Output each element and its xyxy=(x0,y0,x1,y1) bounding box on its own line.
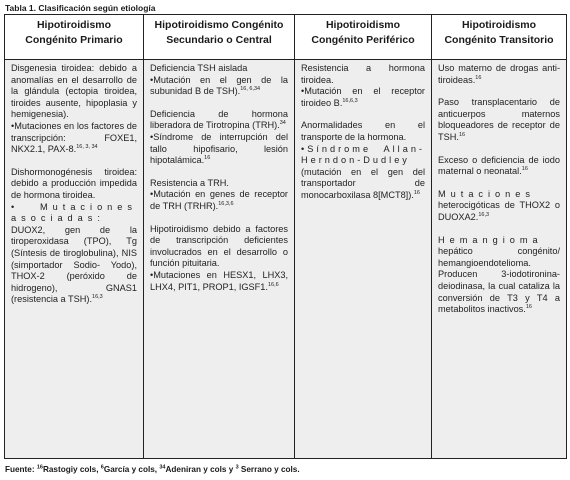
header-secondary-central: Hipotiroidismo Congénito Secundario o Central xyxy=(144,15,295,60)
header-primary: Hipotiroidismo Congénito Primario xyxy=(5,15,144,60)
entry-hormone-resistance: Resistencia a hormona tiroidea. xyxy=(301,63,425,85)
header-transitory: Hipotiroidismo Congénito Transitorio xyxy=(432,15,567,60)
cell-peripheral xyxy=(295,60,432,459)
entry-trh-deficiency: Deficiencia de hormona liberadora de Tirotropina (TRH).$^{34}$ xyxy=(150,108,288,131)
entry-transport-abnormalities: Anormalidades en el transporte de la hormona. xyxy=(301,120,425,142)
entry-pituitary-stalk: •Síndrome de interrupción del tallo hipofisario, lesión hipotalámica.$^{16}$ xyxy=(150,131,288,166)
header-row xyxy=(5,15,567,60)
header-peripheral: Hipotiroidismo Congénito Periférico xyxy=(295,15,432,60)
entry-transcription-factors: Hipotiroidismo debido a factores de transcripción deficientes involucrados en el desarrollo o función pituitaria. xyxy=(150,223,288,269)
cell-transitory xyxy=(432,60,567,459)
entry-transcription-mutations: •Mutaciones en los factores de transcripción: FOXE1, NKX2.1, PAX-8.$^{16, 3, 34}$ xyxy=(11,120,137,155)
entry-heterozygous-mutations: Mutaciones heterocigóticas de THOX2 o DUOXA2.$^{16,3}$ xyxy=(438,188,560,222)
entry-transplacental-antibodies: Paso transplacentario de anticuerpos maternos bloqueadores de receptor de TSH.$^{16}$ xyxy=(438,97,560,142)
entry-tsh-deficiency: Deficiencia TSH aislada xyxy=(150,63,248,73)
entry-hemangioma: Hemangioma hepático congénito/ hemangioendotelioma. Producen 3-iodotironina-deiodinasa, la cual cataliza la conversión de T3 y T4 a metabolitos inactivos.$^{16}$ xyxy=(438,234,560,315)
entry-gene-mutations: •Mutaciones en HESX1, LHX3, LHX4, PIT1, PROP1, IGSF1.$^{16,6}$ xyxy=(150,269,288,292)
cell-primary xyxy=(5,60,144,459)
table-caption: Tabla 1. Clasificación según etiología xyxy=(5,3,156,13)
entry-tsh-mutation: •Mutación en el gen de la subunidad B de TSH).$^{16, 6,34}$ xyxy=(150,74,288,97)
entry-iodine: Exceso o deficiencia de iodo maternal o neonatal.$^{16}$ xyxy=(438,154,560,177)
body-row xyxy=(5,60,567,459)
entry-receptor-mutation: •Mutación en el receptor tiroideo B.$^{16,6,3}$ xyxy=(301,86,425,108)
entry-disgenesis: Disgenesia tiroidea: debido a anomalías en el desarrollo de la glándula (ectopia tiroidea, tiroides ausente, hipoplasia y hemigenesia). xyxy=(11,63,137,120)
entry-dishormonogenesis: Dishormonogénesis tiroidea: debido a producción impedida de hormona tiroidea. xyxy=(11,166,137,200)
entry-trhr-mutation: •Mutación en genes de receptor de TRH (TRHR).$^{16,3,6}$ xyxy=(150,189,288,211)
table-source: Fuente: $^{16}$Rastogiy cols, $^6$García y cols, $^{34}$Adeniran y cols y $^3$ Serrano y cols. xyxy=(5,464,300,474)
cell-secondary-central xyxy=(144,60,295,459)
entry-maternal-drugs: Uso materno de drogas anti-tiroideas.$^{16}$ xyxy=(438,63,560,85)
entry-trh-resistance: Resistencia a TRH. xyxy=(150,177,229,188)
entry-allan-herndon-dudley: •Síndrome Allan-Herndon-Dudley (mutación en el gen del transportador de monocarboxilasa 8[MCT8]).$^{16}$ xyxy=(301,143,425,200)
etiology-table xyxy=(4,14,567,459)
entry-associated-mutations: • Mutaciones asociadas: DUOX2, gen de la tiroperoxidasa (TPO), Tg (Síntesis de tiroglobulina), NIS (simportador Sodio- Yodo), THOX-2 (peróxido de hidrogeno), GNAS1 (resistencia a TSH).$^{16,3}$ xyxy=(11,201,137,305)
